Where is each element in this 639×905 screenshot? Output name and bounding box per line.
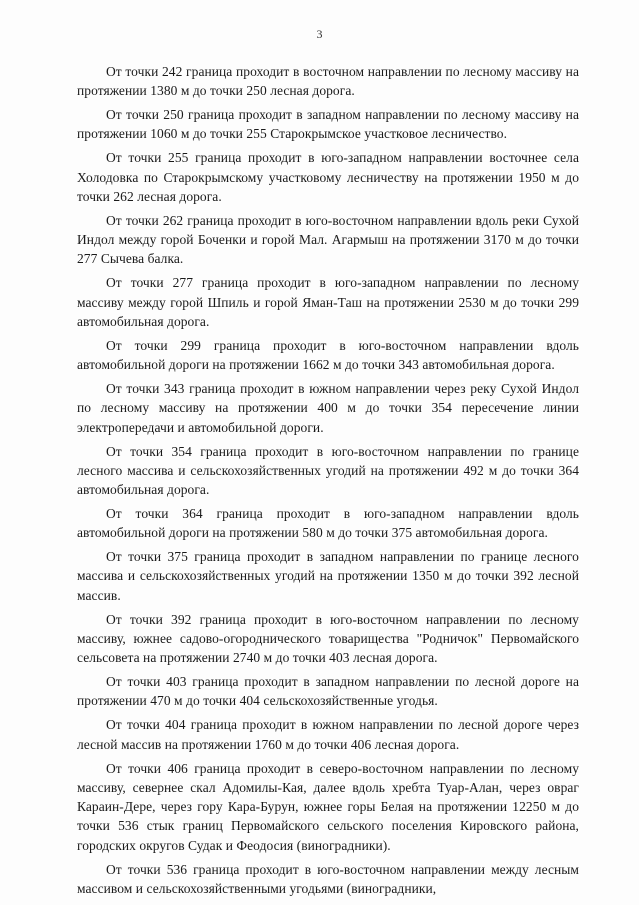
paragraph-point-354: От точки 354 граница проходит в юго-восточном направлении по границе лесного массива и сельскохозяйственных угодий на протяжении 492 м до точки 364 автомобильная дорога.: [77, 443, 579, 498]
paragraph-point-255: От точки 255 граница проходит в юго-западном направлении восточнее села Холодовка по Старокрымскому участковому лесничеству на протяжении 1950 м до точки 262 лесная дорога.: [77, 150, 579, 204]
paragraph-point-375: От точки 375 граница проходит в западном направлении по границе лесного массива и сельскохозяйственных угодий на протяжении 1350 м до точки 392 лесной массив.: [77, 549, 579, 603]
paragraph-point-404: От точки 404 граница проходит в южном направлении по лесной дороге через лесной массив на протяжении 1760 м до точки 406 лесная дорога.: [77, 717, 579, 752]
page-number: 3: [316, 27, 323, 41]
paragraph-point-392: От точки 392 граница проходит в юго-восточном направлении по лесному массиву, южнее садово-огороднического товарищества "Родничок" Первомайского сельсовета на протяжении 2740 м до точки 403 лесная дорога.: [77, 611, 579, 666]
paragraph-point-299: От точки 299 граница проходит в юго-восточном направлении вдоль автомобильной дороги на протяжении 1662 м до точки 343 автомобильная дорога.: [77, 337, 579, 373]
paragraph-point-364: От точки 364 граница проходит в юго-западном направлении вдоль автомобильной дороги на протяжении 580 м до точки 375 автомобильная дорога.: [77, 505, 579, 541]
paragraph-point-262: От точки 262 граница проходит в юго-восточном направлении вдоль реки Сухой Индол между горой Боченки и горой Мал. Агармыш на протяжении 3170 м до точки 277 Сычева балка.: [77, 212, 579, 267]
document-body: [77, 62, 579, 903]
paragraph-point-536: От точки 536 граница проходит в юго-восточном направлении между лесным массивом и сельскохозяйственными угодьями (виноградники,: [77, 861, 579, 896]
paragraph-point-242: От точки 242 граница проходит в восточном направлении по лесному массиву на протяжении 1380 м до точки 250 лесная дорога.: [77, 64, 579, 99]
paragraph-point-250: От точки 250 граница проходит в западном направлении по лесному массиву на протяжении 1060 м до точки 255 Старокрымское участковое лесничество.: [77, 107, 579, 142]
paragraph-point-403: От точки 403 граница проходит в западном направлении по лесной дороге на протяжении 470 м до точки 404 сельскохозяйственные угодья.: [77, 674, 579, 709]
paragraph-point-343: От точки 343 граница проходит в южном направлении через реку Сухой Индол по лесному массиву на протяжении 400 м до точки 354 пересечение линии электропередачи и автомобильной дороги.: [77, 381, 579, 435]
paragraph-point-277: От точки 277 граница проходит в юго-западном направлении по лесному массиву между горой Шпиль и горой Яман-Таш на протяжении 2530 м до точки 299 автомобильная дорога.: [77, 275, 579, 329]
paragraph-point-406: От точки 406 граница проходит в северо-восточном направлении по лесному массиву, севернее скал Адомилы-Кая, далее вдоль хребта Туар-Алан, через овраг Караин-Дере, через гору Кара-Бурун, южнее горы Белая на протяжении 12250 м до точки 536 стык границ Первомайского сельского поселения Кировского района, городских округов Судак и Феодосия (виноградники).: [77, 760, 579, 853]
